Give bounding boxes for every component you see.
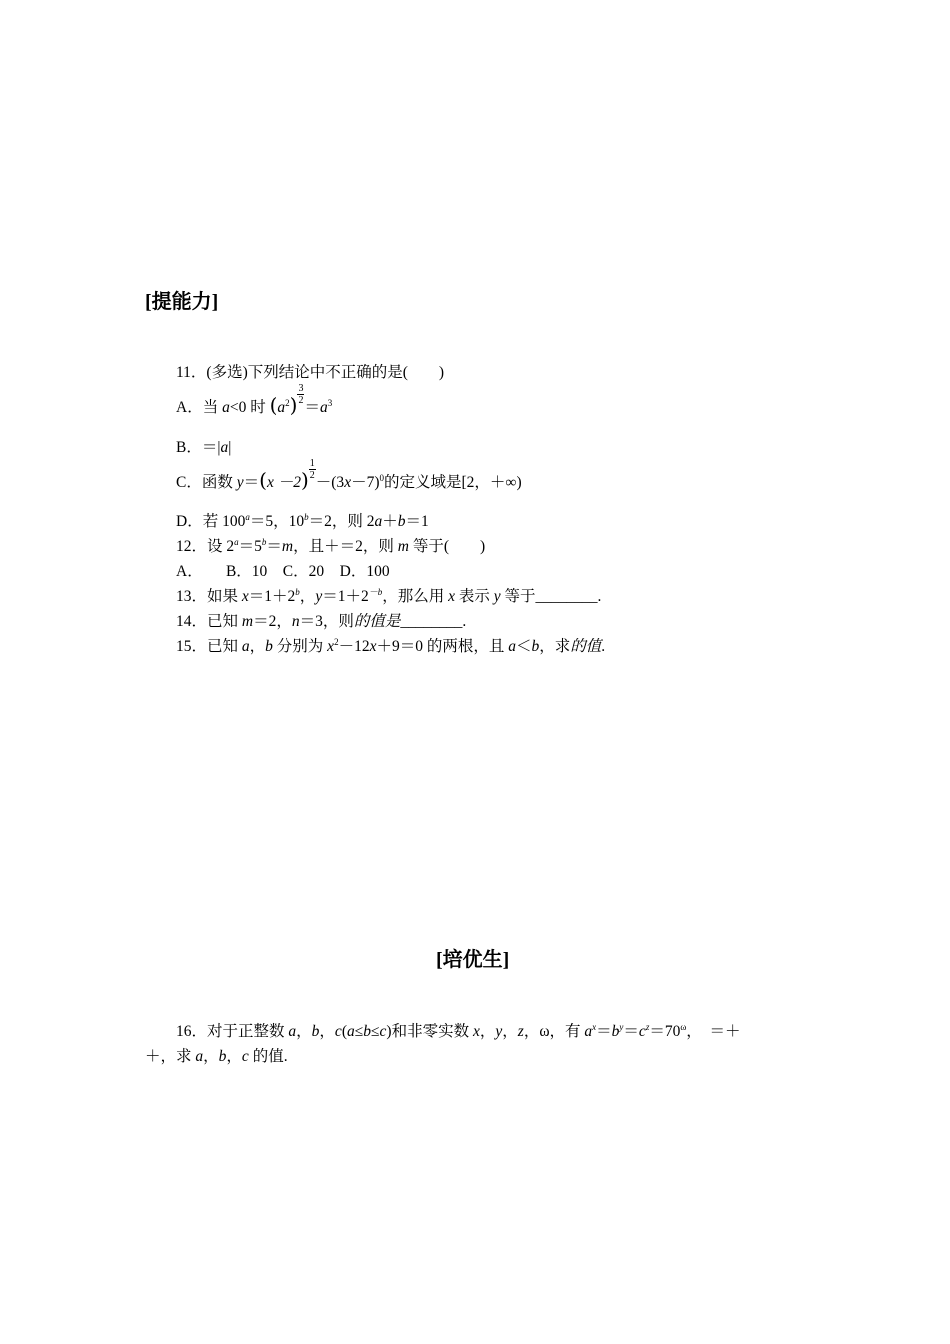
- q12-m: m: [281, 538, 294, 555]
- q11-d-exp1: a: [245, 511, 250, 522]
- q16-t11: ＝: [596, 1023, 612, 1040]
- q15-x: x: [327, 638, 335, 655]
- q16-b4: b: [218, 1048, 227, 1065]
- q11-d-t3: ＋: [382, 513, 398, 530]
- q15-e1: 2: [334, 636, 339, 647]
- q13-t5: ，那么用: [382, 588, 445, 605]
- q16-l2d: 的值.: [252, 1048, 288, 1065]
- q15-b2: b: [531, 638, 540, 655]
- q15-t3: 分别为: [276, 638, 324, 655]
- q11-a-fraction-exponent: [297, 383, 304, 406]
- q16-x: x: [472, 1023, 480, 1040]
- q15-t8: .: [601, 638, 606, 655]
- q11-a-base: a: [277, 399, 286, 416]
- q13-y2: y: [493, 588, 501, 605]
- q11-b-text: ＝|: [201, 439, 221, 456]
- q11-d-label: D．若 100: [176, 513, 246, 530]
- fraction-numerator: 3: [298, 383, 304, 394]
- left-paren: (: [259, 468, 267, 492]
- q11-option-c: [176, 458, 522, 493]
- q11-stem: 11．(多选)下列结论中不正确的是( ): [176, 364, 445, 381]
- q16-a2: a: [346, 1023, 355, 1040]
- section-title-excel: [培优生]: [436, 949, 510, 971]
- q16-ey: y: [619, 1021, 624, 1032]
- q12-t4: ，且＋＝2，则: [293, 538, 394, 555]
- q11-a-var: a: [222, 399, 230, 416]
- q11-c-zero-exp: 0: [379, 472, 384, 483]
- q11-a-rhs-exp: 3: [327, 397, 333, 408]
- q16-t10: ，ω，有: [523, 1023, 581, 1040]
- q11-c-var: y: [236, 474, 244, 491]
- q12-e1: a: [234, 536, 239, 547]
- q11-c-x: x: [344, 474, 352, 491]
- q16-b3: b: [611, 1023, 620, 1040]
- q11-a-eq: ＝: [304, 399, 320, 416]
- q11-a-cond: <0 时: [229, 399, 266, 416]
- left-paren: (: [269, 393, 278, 417]
- q13-t6: 表示: [458, 588, 490, 605]
- q15: [176, 637, 605, 657]
- q14-n: n: [291, 613, 300, 630]
- q13-t3: ，: [299, 588, 316, 605]
- q11-a-inner-exp: 2: [285, 397, 290, 408]
- q11-d-b: b: [397, 513, 406, 530]
- q14-t3: ＝3，则: [299, 613, 354, 630]
- section-title-ability: [提能力]: [145, 291, 219, 313]
- q13-t4: ＝1＋2: [322, 588, 369, 605]
- q16-y: y: [495, 1023, 503, 1040]
- q12-stem: [176, 537, 485, 557]
- q16-ex: x: [592, 1021, 597, 1032]
- q15-a: a: [241, 638, 250, 655]
- q12-t2: ＝5: [238, 538, 262, 555]
- q16-t14: ， ＝＋: [686, 1023, 741, 1040]
- q13-x: x: [241, 588, 249, 605]
- q11-d-t1: ＝5，10: [249, 513, 305, 530]
- q16-t8: ，: [479, 1023, 496, 1040]
- right-paren: ): [289, 393, 298, 417]
- q12-e2: b: [261, 536, 267, 547]
- q15-italic: 的值: [570, 638, 602, 655]
- q16-t6: ≤: [371, 1023, 380, 1040]
- q16-t4: (: [341, 1023, 347, 1040]
- q11-c-inner: x －2: [266, 474, 301, 491]
- q16-l2b: ，: [203, 1048, 219, 1065]
- q16-t2: ，: [296, 1023, 312, 1040]
- q16-t3: ，: [319, 1023, 335, 1040]
- fraction-numerator: 1: [309, 458, 315, 469]
- q16-c3: c: [638, 1023, 646, 1040]
- q15-t6: ＜: [515, 638, 532, 655]
- q11-b-var: a: [220, 439, 229, 456]
- q11-d-t2: ＝2，则 2: [308, 513, 375, 530]
- q16-b: b: [311, 1023, 320, 1040]
- q12-t1: 12．设 2: [176, 538, 235, 555]
- q11-c-label: C．函数: [176, 474, 233, 491]
- q16-c: c: [334, 1023, 342, 1040]
- q11-b-label: B．: [176, 439, 202, 456]
- q16-a3: a: [584, 1023, 593, 1040]
- q11-a-rhs: a: [319, 399, 328, 416]
- q11-c-mid: －(3: [315, 474, 345, 491]
- q16-a: a: [288, 1023, 297, 1040]
- q16-t7: )和非零实数: [386, 1023, 470, 1040]
- q15-t5: ＋9＝0 的两根，且: [376, 638, 505, 655]
- q11-c-eq: ＝: [243, 474, 260, 491]
- q15-t1: 15．已知: [176, 638, 239, 655]
- q11-option-d: [176, 512, 429, 532]
- q11-b-end: |: [228, 439, 232, 456]
- q13-t2: ＝1＋2: [248, 588, 296, 605]
- q13-e2: －b: [368, 586, 383, 597]
- q12-m2: m: [397, 538, 409, 555]
- q11-option-a: [176, 383, 333, 418]
- q11-c-fraction-exponent: [309, 458, 316, 481]
- q16-b2: b: [363, 1023, 371, 1040]
- q11-d-a: a: [374, 513, 383, 530]
- q12-t3: ＝: [266, 538, 282, 555]
- q14-m: m: [241, 613, 254, 630]
- q16-t1: 16．对于正整数: [176, 1023, 285, 1040]
- q13-e1: b: [295, 586, 300, 597]
- q13-t7: 等于________.: [504, 588, 602, 605]
- q14-t4: ________.: [400, 613, 467, 630]
- q13-x2: x: [448, 588, 456, 605]
- q16-c2: c: [379, 1023, 387, 1040]
- q13-t1: 13．如果: [176, 588, 239, 605]
- q11-c-mid2: －7): [351, 474, 380, 491]
- q16-l2a: ＋，求: [145, 1048, 192, 1065]
- right-paren: ): [300, 468, 309, 492]
- q16-t13: ＝70: [649, 1023, 681, 1040]
- q16-t9: ，: [502, 1023, 518, 1040]
- fraction-denominator: 2: [309, 470, 315, 481]
- q16-c4: c: [241, 1048, 249, 1065]
- q11-option-b: [176, 438, 231, 458]
- q16-z: z: [517, 1023, 524, 1040]
- q13: [176, 587, 601, 607]
- q15-t7: ，求: [539, 638, 571, 655]
- q16-ez: z: [645, 1021, 650, 1032]
- q15-b: b: [265, 638, 273, 655]
- q14-t1: 14．已知: [176, 613, 239, 630]
- q15-x2: x: [369, 638, 377, 655]
- q14: [176, 612, 466, 632]
- q15-t4: －12: [338, 638, 370, 655]
- q16-line2: [145, 1047, 288, 1067]
- q16-t12: ＝: [623, 1023, 639, 1040]
- q11-c-tail: 的定义域是[2，＋∞): [384, 474, 522, 491]
- fraction-denominator: 2: [298, 395, 304, 406]
- q16-line1: [176, 1022, 741, 1042]
- q16-t5: ≤: [354, 1023, 364, 1040]
- q16-ew: ω: [680, 1021, 687, 1032]
- q12-options: A． B．10 C．20 D．100: [176, 563, 390, 580]
- q15-a2: a: [508, 638, 516, 655]
- q12-t5: 等于( ): [412, 538, 486, 555]
- q16-l2c: ，: [226, 1048, 242, 1065]
- q14-italic: 的值是: [353, 613, 401, 630]
- q14-t2: ＝2，: [253, 613, 292, 630]
- q16-a4: a: [195, 1048, 204, 1065]
- q11-a-label: A．当: [176, 399, 219, 416]
- q13-y: y: [315, 588, 323, 605]
- q15-t2: ，: [249, 638, 266, 655]
- q11-d-t4: ＝1: [405, 513, 429, 530]
- q11-d-exp2: b: [304, 511, 309, 522]
